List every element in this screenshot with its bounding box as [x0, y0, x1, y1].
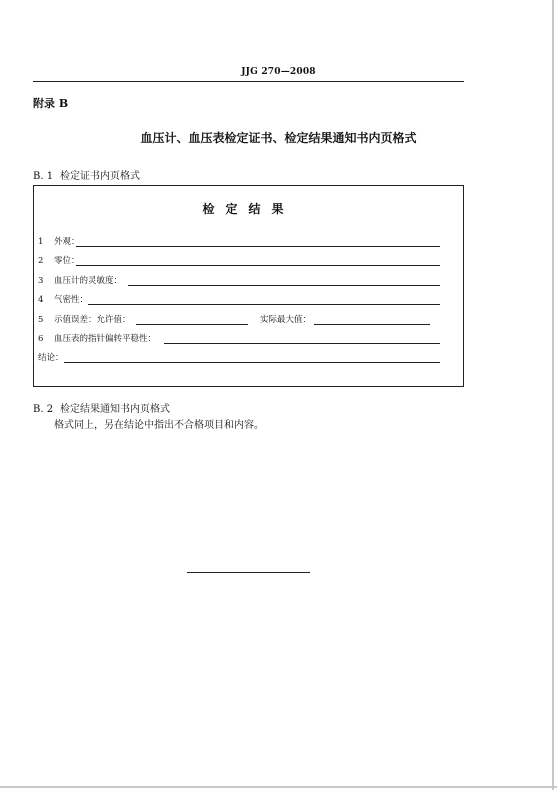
section-b2-text: 格式同上，另在结论中指出不合格项目和内容。 — [54, 420, 264, 431]
row-number: 6 — [38, 334, 44, 344]
row-label-secondary: 实际最大值： — [260, 315, 312, 325]
form-row-indication-error — [38, 311, 440, 325]
row-label: 示值误差：允许值： — [54, 315, 131, 325]
section-b1-heading — [33, 167, 140, 182]
form-row-sensitivity — [38, 272, 440, 286]
fill-line[interactable] — [128, 285, 440, 286]
row-label: 零位： — [54, 256, 80, 266]
row-number: 4 — [38, 295, 44, 305]
form-title: 检定结果 — [202, 202, 295, 216]
row-label: 血压计的灵敏度： — [54, 276, 123, 286]
page-edge — [552, 0, 554, 790]
fill-line[interactable] — [64, 362, 440, 363]
row-label: 外观： — [54, 237, 80, 247]
row-number: 1 — [38, 237, 44, 247]
section-number: B. 1 — [33, 171, 54, 182]
row-label: 气密性： — [54, 295, 89, 305]
fill-line[interactable] — [76, 246, 440, 247]
row-label: 血压表的指针偏转平稳性： — [54, 334, 157, 344]
fill-line[interactable] — [314, 324, 430, 325]
end-rule — [187, 572, 310, 573]
row-number: 5 — [38, 315, 44, 325]
appendix-label: 附录 B — [33, 97, 69, 110]
page-edge — [0, 786, 557, 788]
form-row-zero — [38, 252, 440, 266]
fill-line[interactable] — [136, 324, 248, 325]
fill-line[interactable] — [88, 304, 440, 305]
result-form-frame — [33, 185, 464, 387]
form-row-appearance — [38, 233, 440, 247]
document-title: 血压计、血压表检定证书、检定结果通知书内页格式 — [140, 131, 417, 145]
row-number: 3 — [38, 276, 44, 286]
row-label: 结论： — [38, 353, 64, 363]
header-rule — [33, 81, 464, 82]
form-row-airtightness — [38, 291, 440, 305]
fill-line[interactable] — [164, 343, 440, 344]
fill-line[interactable] — [76, 265, 440, 266]
row-number: 2 — [38, 256, 44, 266]
standard-code: JJG 270—2008 — [241, 67, 316, 77]
section-label: 检定结果通知书内页格式 — [60, 404, 170, 415]
form-row-pointer-stability — [38, 330, 440, 344]
form-row-conclusion — [38, 349, 440, 363]
section-b2-heading — [33, 400, 170, 415]
section-label: 检定证书内页格式 — [60, 171, 140, 182]
section-number: B. 2 — [33, 404, 54, 415]
